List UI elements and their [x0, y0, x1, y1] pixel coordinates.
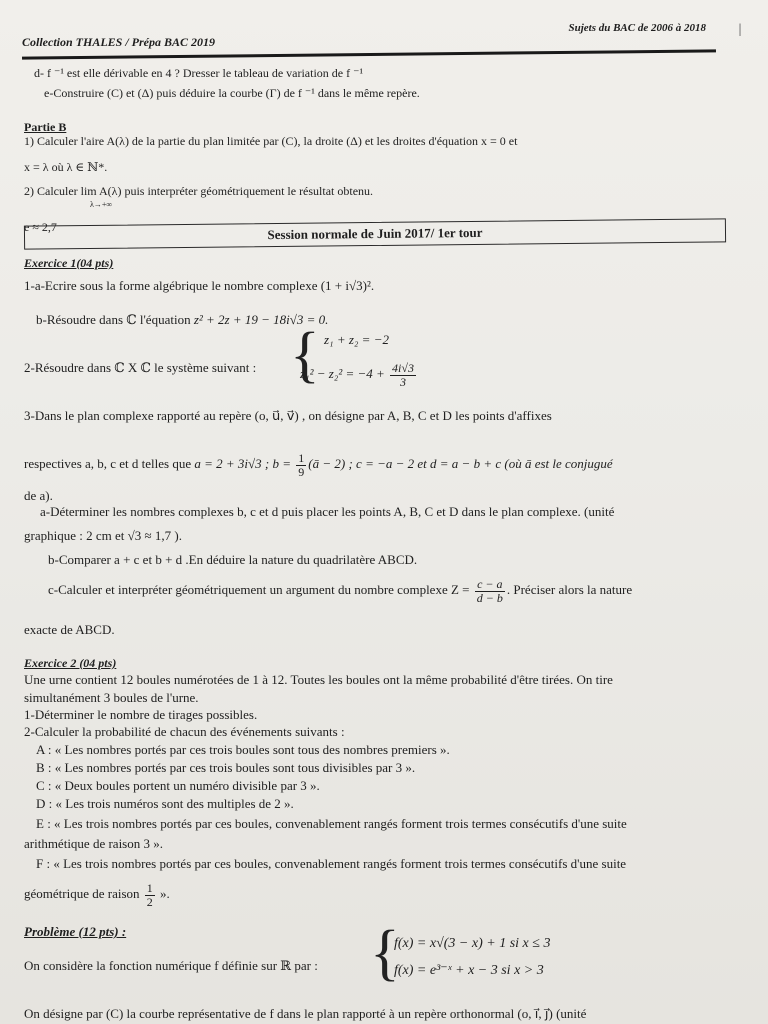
exercise-1-q3c-cont: exacte de ABCD. [24, 622, 115, 637]
system-equation-2 [300, 362, 418, 388]
fraction-numerator: 1 [298, 451, 305, 465]
limit-subscript: λ→+∞ [90, 200, 113, 209]
part-a-question-e: e-Construire (C) et (Δ) puis déduire la courbe (Γ) de f ⁻¹ dans le même repère. [44, 86, 420, 100]
affix-a-b: a = 2 + 3i√3 ; b = [194, 456, 295, 472]
event-f-cont [24, 882, 170, 908]
exercise-1-q3a: a-Déterminer les nombres complexes b, c et d puis placer les points A, B, C et D dans le plan complexe. (unité [40, 504, 615, 519]
problem-curve: On désigne par (C) la courbe représentative de f dans le plan rapporté à un repère orthonormal (o, i⃗, j⃗) (unité [24, 1006, 587, 1021]
exercise-2-intro: Une urne contient 12 boules numérotées de 1 à 12. Toutes les boules ont la même probabilité d'être tirées. On tire [24, 672, 613, 687]
e-approximation: e ≈ 2,7 [24, 220, 57, 234]
event-f-cont-suffix: ». [156, 886, 170, 902]
fraction-denominator: 9 [298, 464, 305, 479]
event-a: A : « Les nombres portés par ces trois boules sont tous des nombres premiers ». [36, 742, 450, 757]
event-c: C : « Deux boules portent un numéro divisible par 3 ». [36, 778, 320, 793]
function-brace: { [370, 919, 400, 987]
event-f: F : « Les trois nombres portés par ces boules, convenablement rangés forment trois termes consécutifs d'une suite [36, 856, 627, 871]
z-fraction [475, 578, 505, 604]
margin-mark: | [738, 22, 743, 36]
exercise-2-title: Exercice 2 (04 pts) [24, 656, 117, 670]
function-case-2: f(x) = e³⁻ˣ + x − 3 si x > 3 [394, 963, 544, 978]
exercise-1-q3c-text: c-Calculer et interpréter géométriquement un argument du nombre complexe Z = [48, 582, 473, 598]
fraction-numerator: c − a [475, 578, 505, 592]
exercise-1-q1b [36, 312, 328, 328]
part-a-question-d: d- f ⁻¹ est elle dérivable en 4 ? Dresser le tableau de variation de f ⁻¹ [34, 66, 364, 80]
problem-title: Problème (12 pts) : [24, 924, 127, 939]
exercise-1-q1b-equation: z² + 2z + 19 − 18i√3 = 0. [193, 312, 329, 327]
system-equation-1: z₁ + z₂ = −2 [324, 332, 389, 347]
session-title: Session normale de Juin 2017/ 1er tour [267, 224, 483, 243]
exercise-1-q2: 2-Résoudre dans ℂ X ℂ le système suivant : [24, 360, 257, 375]
fraction-denominator: 2 [146, 894, 153, 909]
event-b: B : « Les nombres portés par ces trois boules sont tous divisibles par 3 ». [36, 760, 416, 775]
exercise-1-q3: 3-Dans le plan complexe rapporté au repère (o, u⃗, v⃗) , on désigne par A, B, C et D les points d'affixes [24, 408, 552, 423]
part-b-question-1: 1) Calculer l'aire A(λ) de la partie du plan limitée par (C), la droite (Δ) et les droites d'équation x = 0 et [24, 134, 518, 148]
exercise-1-title: Exercice 1(04 pts) [24, 256, 114, 270]
exercise-1-q3a-cont: graphique : 2 cm et √3 ≈ 1,7 ). [24, 528, 182, 543]
function-case-1: f(x) = x√(3 − x) + 1 si x ≤ 3 [394, 936, 551, 951]
part-b-question-2 [24, 184, 373, 199]
exercise-1-q1b-text: b-Résoudre dans ℂ l'équation [36, 312, 194, 327]
event-e-cont: arithmétique de raison 3 ». [24, 836, 163, 851]
exercise-2-q1: 1-Déterminer le nombre de tirages possibles. [24, 707, 258, 722]
part-b-question-2-text: 2) Calculer lim A(λ) puis interpréter géométriquement le résultat obtenu. [24, 184, 374, 198]
page-header [22, 22, 706, 54]
one-ninth-fraction [296, 452, 306, 478]
exercise-1-q3-line-3: de a). [24, 488, 53, 503]
fraction-denominator: 3 [400, 374, 406, 389]
event-d: D : « Les trois numéros sont des multiples de 2 ». [36, 796, 294, 811]
fraction-numerator: 4i√3 [392, 361, 414, 375]
system-brace: { [290, 321, 320, 389]
header-subjects: Sujets du BAC de 2006 à 2018 [568, 22, 706, 34]
system-equation-2-fraction [390, 362, 416, 388]
event-f-cont-text: géométrique de raison [24, 886, 143, 902]
problem-intro: On considère la fonction numérique f définie sur ℝ par : [24, 958, 318, 973]
part-b-title: Partie B [24, 120, 67, 134]
session-banner [24, 218, 726, 249]
exercise-1-q3b: b-Comparer a + c et b + d .En déduire la nature du quadrilatère ABCD. [48, 552, 418, 567]
system-equation-2-lhs: z₁² − z₂² = −4 + [300, 366, 389, 382]
event-e: E : « Les trois nombres portés par ces boules, convenablement rangés forment trois termes consécutifs d'une suite [36, 816, 627, 831]
affix-b-c-d: (ā − 2) ; c = −a − 2 et d = a − b + c (où ā est le conjugué [308, 456, 613, 472]
exercise-1-q3c [48, 578, 632, 604]
fraction-numerator: 1 [146, 881, 153, 895]
header-collection: Collection THALES / Prépa BAC 2019 [22, 35, 216, 49]
exercise-1-q1a: 1-a-Ecrire sous la forme algébrique le nombre complexe (1 + i√3)². [24, 278, 375, 293]
ratio-fraction [145, 882, 155, 908]
fraction-denominator: d − b [476, 590, 503, 605]
exercise-1-q3-line-2 [24, 452, 613, 478]
exercise-2-q2: 2-Calculer la probabilité de chacun des événements suivants : [24, 724, 345, 739]
exercise-1-q3c-suffix: . Préciser alors la nature [506, 582, 633, 598]
exercise-1-q3-line-2-text: respectives a, b, c et d telles que [24, 456, 195, 472]
exercise-2-intro-cont: simultanément 3 boules de l'urne. [24, 690, 199, 705]
part-b-question-1-cont: x = λ où λ ∈ ℕ*. [24, 160, 108, 174]
header-rule [22, 49, 716, 59]
